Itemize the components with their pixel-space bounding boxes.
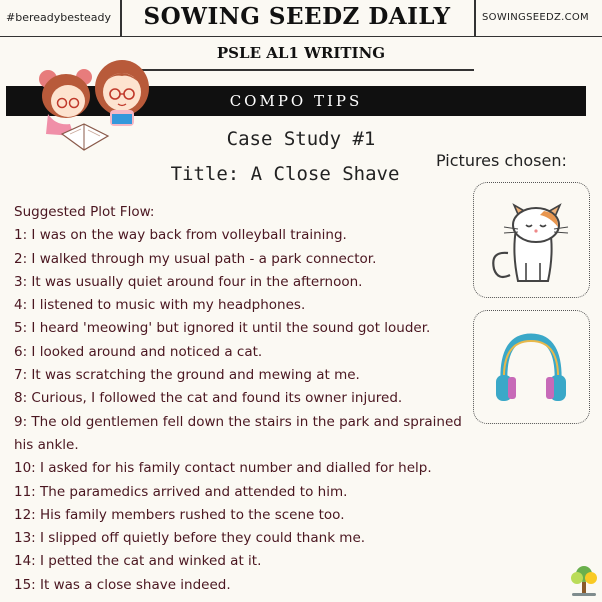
plot-step: 8: Curious, I followed the cat and found its owner injured. bbox=[14, 390, 403, 407]
page-subtitle: PSLE AL1 WRITING bbox=[216, 44, 386, 62]
plot-step: 11: The paramedics arrived and attended to him. bbox=[14, 483, 348, 500]
plot-step: 1: I was on the way back from volleyball training. bbox=[14, 227, 347, 244]
plot-step: 9: The old gentlemen fell down the stairs in the park and sprained his ankle. bbox=[14, 413, 462, 453]
plot-step: 2: I walked through my usual path - a park connector. bbox=[14, 250, 377, 267]
headphones-icon bbox=[474, 311, 589, 423]
divider bbox=[122, 69, 474, 71]
plot-step: 6: I looked around and noticed a cat. bbox=[14, 343, 263, 360]
composition-title: Title: A Close Shave bbox=[170, 163, 400, 185]
plot-step: 15: It was a close shave indeed. bbox=[14, 576, 231, 593]
divider bbox=[474, 0, 476, 36]
hashtag: #bereadybesteady bbox=[6, 11, 112, 24]
website-link[interactable]: SOWINGSEEDZ.COM bbox=[482, 12, 589, 23]
plot-step: 10: I asked for his family contact number and dialled for help. bbox=[14, 460, 432, 477]
plot-flow bbox=[14, 201, 469, 597]
section-banner: COMPO TIPS bbox=[6, 86, 586, 116]
plot-step: 7: It was scratching the ground and mewing at me. bbox=[14, 367, 360, 384]
picture-card-headphones bbox=[473, 310, 590, 424]
brand-title: SOWING SEEDZ DAILY bbox=[143, 3, 451, 30]
case-study-label: Case Study #1 bbox=[226, 128, 376, 150]
plot-flow-heading: Suggested Plot Flow: bbox=[14, 204, 155, 220]
picture-card-cat bbox=[473, 182, 590, 298]
plot-step: 12: His family members rushed to the scene too. bbox=[14, 506, 345, 523]
header-bar bbox=[0, 0, 602, 37]
pictures-label: Pictures chosen: bbox=[436, 151, 567, 170]
plot-step: 5: I heard 'meowing' but ignored it until the sound got louder. bbox=[14, 320, 431, 337]
cat-icon bbox=[474, 183, 589, 297]
tree-logo-icon bbox=[568, 562, 600, 598]
plot-step: 14: I petted the cat and winked at it. bbox=[14, 553, 262, 570]
plot-step: 3: It was usually quiet around four in the afternoon. bbox=[14, 273, 363, 290]
plot-step: 13: I slipped off quietly before they could thank me. bbox=[14, 530, 366, 547]
plot-step: 4: I listened to music with my headphones. bbox=[14, 297, 306, 314]
